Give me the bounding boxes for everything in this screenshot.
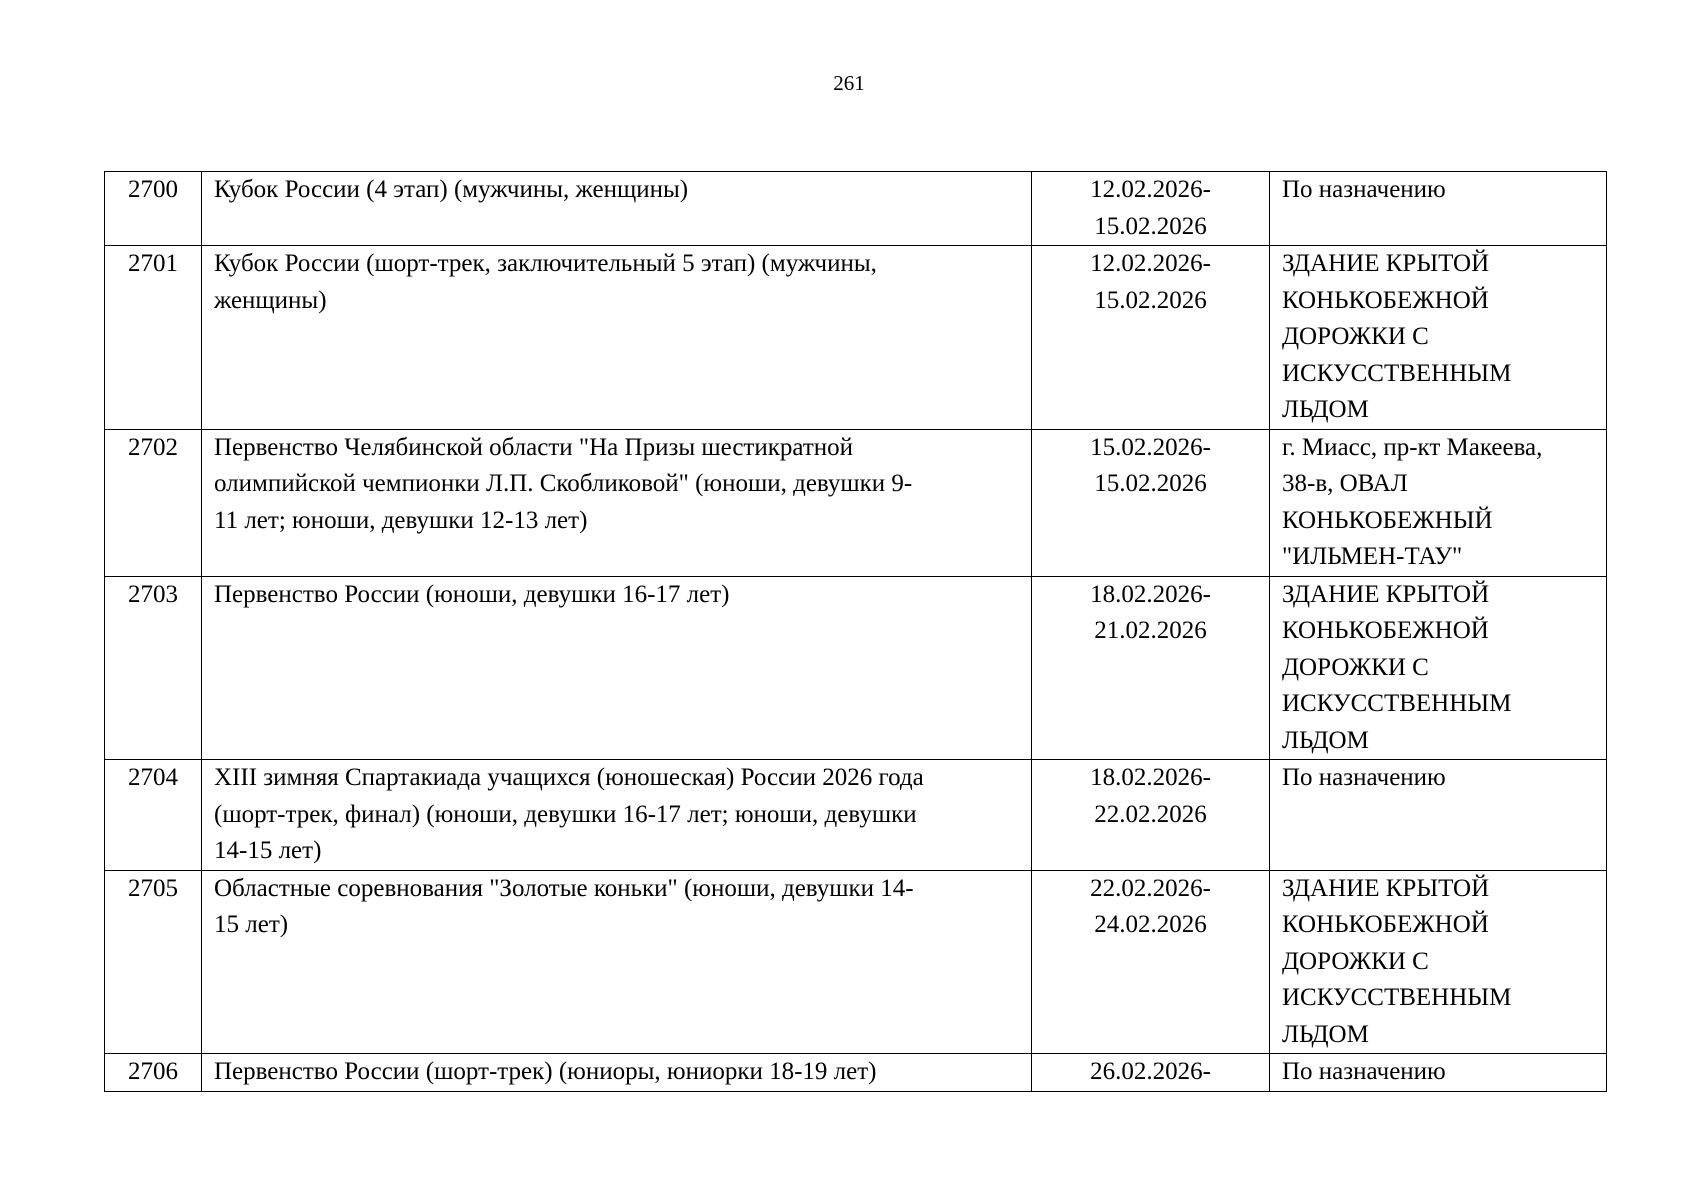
event-number-cell: 2702 [105,429,202,576]
event-name-line: 15 лет) [214,911,289,938]
event-place-line: г. Миасс, пр-кт Макеева, [1282,433,1543,461]
event-number-cell: 2700 [105,172,202,246]
event-place-cell [1270,172,1607,246]
event-dates-line: 22.02.2026 [1094,800,1207,828]
event-name-cell [202,246,1032,430]
event-dates-line: 15.02.2026 [1094,286,1207,314]
event-name-line: Первенство России (шорт-трек) (юниоры, юниорки 18-19 лет) [214,1058,877,1085]
event-place-line: КОНЬКОБЕЖНЫЙ [1282,506,1493,534]
event-name-line: женщины) [214,286,327,314]
event-place-cell [1270,870,1607,1054]
event-name-cell [202,576,1032,760]
event-place-line: По назначению [1282,764,1446,791]
event-place-line: По назначению [1282,1058,1446,1085]
event-dates-line: 24.02.2026 [1094,911,1207,938]
event-place-line: ЗДАНИЕ КРЫТОЙ [1282,874,1490,902]
event-place-line: 38-в, ОВАЛ [1282,470,1408,497]
event-dates-cell [1032,172,1270,246]
page-number: 261 [833,71,865,95]
event-place-line: ЛЬДОМ [1282,726,1369,754]
table-row [105,760,1607,871]
event-place-line: ДОРОЖКИ С [1282,323,1429,350]
table-row [105,172,1607,246]
event-name-line: Кубок России (шорт-трек, заключительный 5 этап) (мужчины, [214,250,877,277]
table-row [105,1054,1607,1092]
event-number-cell: 2703 [105,576,202,760]
event-name-line: (шорт-трек, финал) (юноши, девушки 16-17 лет; юноши, девушки [214,800,917,828]
table-row [105,429,1607,576]
event-number-cell: 2704 [105,760,202,871]
event-dates-line: 15.02.2026 [1094,212,1207,240]
event-place-line: ЗДАНИЕ КРЫТОЙ [1282,580,1490,608]
event-place-cell [1270,246,1607,430]
event-dates-cell [1032,576,1270,760]
event-dates-cell [1032,429,1270,576]
event-place-line: ИСКУССТВЕННЫМ [1282,690,1512,717]
event-dates-line: 12.02.2026- [1090,250,1211,277]
event-dates-line: 12.02.2026- [1090,176,1211,203]
table-row [105,576,1607,760]
event-dates-line: 18.02.2026- [1090,580,1211,608]
event-dates-line: 15.02.2026 [1094,470,1207,497]
event-dates-cell [1032,1054,1270,1092]
event-place-line: ЗДАНИЕ КРЫТОЙ [1282,250,1490,277]
event-place-cell [1270,1054,1607,1092]
event-name-cell [202,429,1032,576]
event-place-cell [1270,576,1607,760]
event-dates-line: 21.02.2026 [1094,617,1207,644]
event-dates-cell [1032,246,1270,430]
event-number-cell: 2706 [105,1054,202,1092]
event-place-cell [1270,760,1607,871]
event-place-line: ДОРОЖКИ С [1282,947,1429,975]
event-place-line: ЛЬДОМ [1282,396,1369,423]
event-name-line: Первенство Челябинской области "На Призы шестикратной [214,433,854,461]
event-place-line: ЛЬДОМ [1282,1020,1369,1048]
event-place-cell [1270,429,1607,576]
event-place-line: КОНЬКОБЕЖНОЙ [1282,286,1489,314]
event-number-cell: 2705 [105,870,202,1054]
event-place-line: "ИЛЬМЕН-ТАУ" [1282,543,1463,570]
event-name-line: Первенство России (юноши, девушки 16-17 лет) [214,580,730,608]
event-name-line: 11 лет; юноши, девушки 12-13 лет) [214,506,588,534]
event-dates-cell [1032,870,1270,1054]
event-name-line: XIII зимняя Спартакиада учащихся (юношеская) России 2026 года [214,764,924,791]
event-place-line: ДОРОЖКИ С [1282,653,1429,681]
event-name-cell [202,870,1032,1054]
event-dates-line: 22.02.2026- [1090,874,1211,902]
event-name-cell [202,760,1032,871]
event-name-cell [202,172,1032,246]
event-place-line: КОНЬКОБЕЖНОЙ [1282,617,1489,644]
events-table-body [105,172,1607,1092]
event-name-line: олимпийской чемпионки Л.П. Скобликовой" (юноши, девушки 9- [214,470,913,497]
event-place-line: ИСКУССТВЕННЫМ [1282,359,1512,387]
event-dates-line: 15.02.2026- [1090,433,1211,461]
table-row [105,246,1607,430]
event-number-cell: 2701 [105,246,202,430]
event-dates-line: 26.02.2026- [1090,1058,1211,1085]
event-name-line: Областные соревнования "Золотые коньки" (юноши, девушки 14- [214,874,914,902]
event-place-line: ИСКУССТВЕННЫМ [1282,984,1512,1011]
event-dates-cell [1032,760,1270,871]
event-dates-line: 18.02.2026- [1090,764,1211,791]
event-name-cell [202,1054,1032,1092]
event-name-line: Кубок России (4 этап) (мужчины, женщины) [214,176,689,203]
events-table [104,171,1607,1092]
event-name-line: 14-15 лет) [214,837,322,864]
event-place-line: КОНЬКОБЕЖНОЙ [1282,911,1489,938]
event-place-line: По назначению [1282,176,1446,203]
table-row [105,870,1607,1054]
